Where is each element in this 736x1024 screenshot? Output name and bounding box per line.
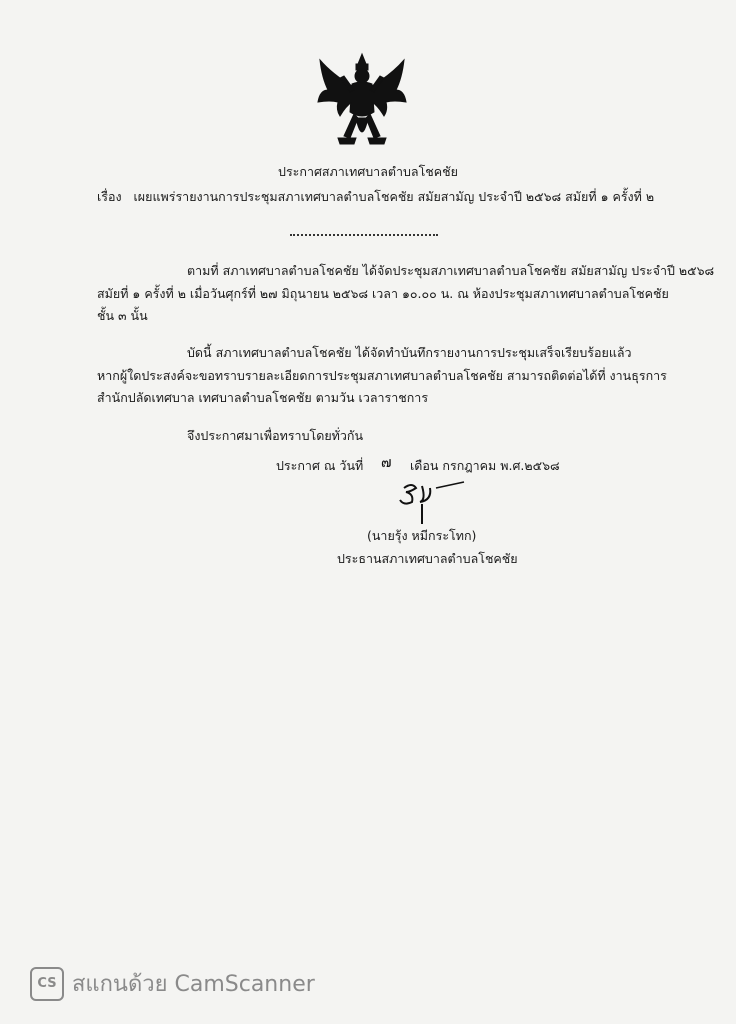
para2-line3: สำนักปลัดเทศบาล เทศบาลตำบลโชคชัย ตามวัน เวลาราชการ xyxy=(97,390,429,405)
garuda-emblem-icon xyxy=(314,50,410,150)
signature-mark xyxy=(392,480,472,528)
handwritten-day: ๗ xyxy=(381,455,392,471)
subject-label: เรื่อง xyxy=(97,189,122,204)
signer-name: (นายรุ้ง หมีกระโทก) xyxy=(367,528,477,543)
camscanner-logo-icon: CS xyxy=(30,967,64,1001)
subject-text: เผยแพร่รายงานการประชุมสภาเทศบาลตำบลโชคชัย สมัยสามัญ ประจำปี ๒๕๖๘ สมัยที่ ๑ ครั้งที่ ๒ xyxy=(133,189,655,204)
date-prefix: ประกาศ ณ วันที่ xyxy=(276,458,364,473)
watermark-text: สแกนด้วย CamScanner xyxy=(72,972,315,997)
announcement-title: ประกาศสภาเทศบาลตำบลโชคชัย xyxy=(278,164,458,179)
subject-line xyxy=(97,189,654,205)
para2-line2: หากผู้ใดประสงค์จะขอทราบรายละเอียดการประชุมสภาเทศบาลตำบลโชคชัย สามารถติดต่อได้ที่ งานธุรการ xyxy=(97,368,667,383)
para1-line2: สมัยที่ ๑ ครั้งที่ ๒ เมื่อวันศุกร์ที่ ๒๗ มิถุนายน ๒๕๖๘ เวลา ๑๐.๐๐ น. ณ ห้องประชุมสภาเทศบาลตำบลโชคชัย xyxy=(97,286,669,301)
para1-line1: ตามที่ สภาเทศบาลตำบลโชคชัย ได้จัดประชุมสภาเทศบาลตำบลโชคชัย สมัยสามัญ ประจำปี ๒๕๖๘ xyxy=(187,263,715,278)
closing-line: จึงประกาศมาเพื่อทราบโดยทั่วกัน xyxy=(187,428,364,443)
camscanner-watermark xyxy=(30,966,315,1001)
para1-line3: ชั้น ๓ นั้น xyxy=(97,308,148,323)
dotted-separator xyxy=(290,234,438,236)
date-suffix: เดือน กรกฎาคม พ.ศ.๒๕๖๘ xyxy=(410,458,560,473)
signer-position: ประธานสภาเทศบาลตำบลโชคชัย xyxy=(337,551,518,566)
para2-line1: บัดนี้ สภาเทศบาลตำบลโชคชัย ได้จัดทำบันทึกรายงานการประชุมเสร็จเรียบร้อยแล้ว xyxy=(187,345,632,360)
